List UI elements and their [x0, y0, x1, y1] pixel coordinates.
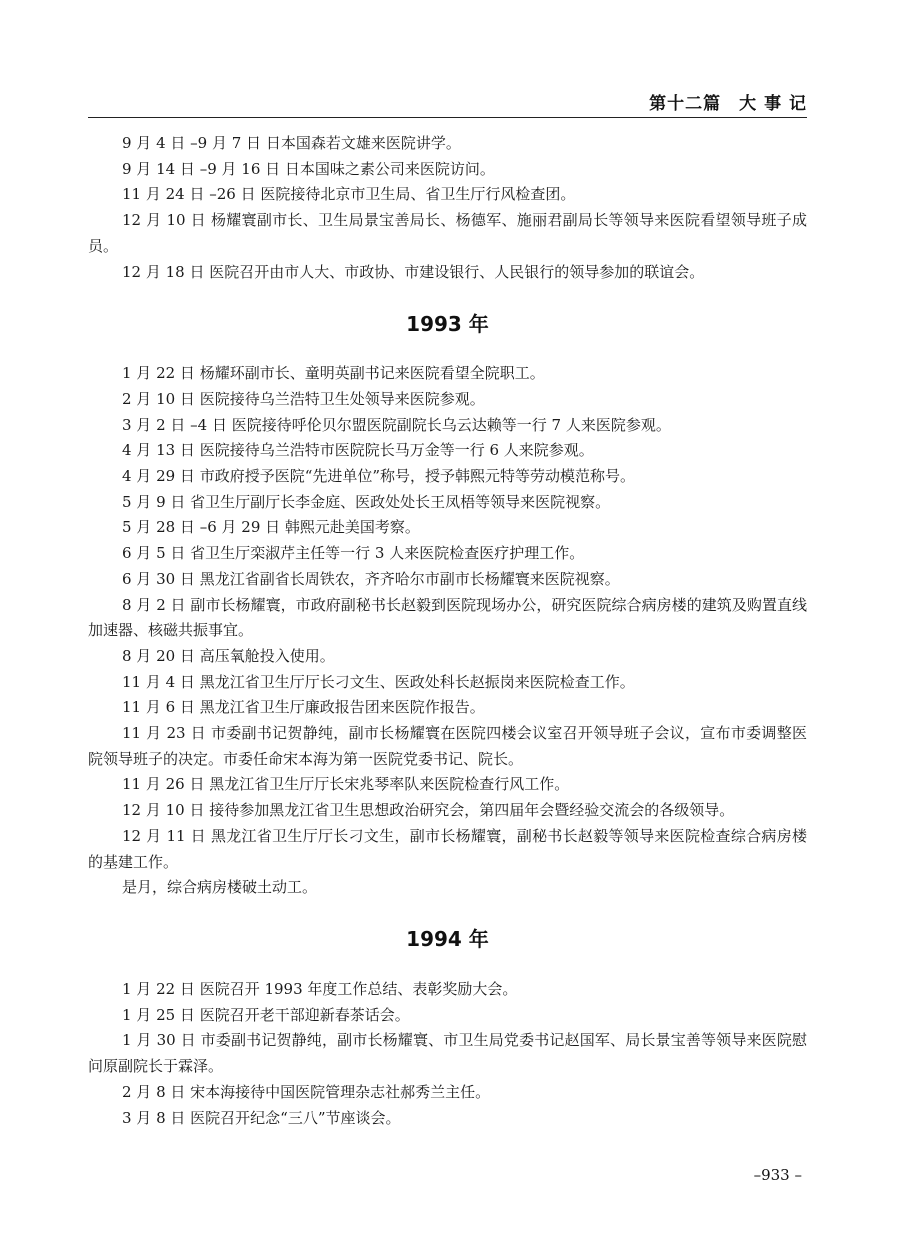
header-rule: [88, 117, 807, 118]
chronicle-entry: 1 月 22 日 医院召开 1993 年度工作总结、表彰奖励大会。: [122, 979, 518, 998]
chronicle-entry: 11 月 26 日 黑龙江省卫生厅厅长宋兆琴率队来医院检查行风工作。: [122, 775, 570, 794]
chronicle-entry: 2 月 8 日 宋本海接待中国医院管理杂志社郝秀兰主任。: [122, 1082, 491, 1101]
year-heading-1993: 1993 年: [406, 312, 489, 337]
chronicle-entry: 12 月 10 日 杨耀寰副市长、卫生局景宝善局长、杨德军、施丽君副局长等领导来医院看望领导班子成员。: [88, 211, 807, 255]
chronicle-entry: 8 月 2 日 副市长杨耀寰，市政府副秘书长赵毅到医院现场办公，研究医院综合病房楼的建筑及购置直线加速器、核磁共振事宜。: [88, 595, 807, 640]
chronicle-entry: 6 月 30 日 黑龙江省副省长周铁农，齐齐哈尔市副市长杨耀寰来医院视察。: [122, 569, 620, 588]
page-number: –933 –: [753, 1166, 802, 1184]
chronicle-entry: 11 月 23 日 市委副书记贺静纯，副市长杨耀寰在医院四楼会议室召开领导班子会议，宣布市委调整医院领导班子的决定。市委任命宋本海为第一医院党委书记、院长。: [88, 724, 807, 768]
chronicle-entry: 3 月 2 日 –4 日 医院接待呼伦贝尔盟医院副院长乌云达赖等一行 7 人来医院参观。: [122, 415, 671, 434]
chronicle-entry: 1 月 22 日 杨耀环副市长、童明英副书记来医院看望全院职工。: [122, 364, 545, 383]
chronicle-entry: 11 月 4 日 黑龙江省卫生厅厅长刁文生、医政处科长赵振岗来医院检查工作。: [122, 672, 635, 691]
section-1993: [88, 309, 807, 901]
chronicle-entry: 2 月 10 日 医院接待乌兰浩特卫生处领导来医院参观。: [122, 389, 485, 408]
chronicle-entry: 12 月 10 日 接待参加黑龙江省卫生思想政治研究会，第四届年会暨经验交流会的各级领导。: [122, 801, 735, 820]
chronicle-entry: 5 月 28 日 –6 月 29 日 韩熙元赴美国考察。: [122, 518, 420, 537]
chronicle-entry: 1 月 30 日 市委副书记贺静纯，副市长杨耀寰、市卫生局党委书记赵国军、局长景宝善等领导来医院慰问原副院长于霖泽。: [88, 1031, 807, 1076]
chronicle-entry: 9 月 14 日 –9 月 16 日 日本国味之素公司来医院访问。: [122, 159, 495, 178]
chronicle-entry: 9 月 4 日 –9 月 7 日 日本国森若文雄来医院讲学。: [122, 134, 461, 152]
chronicle-entry: 6 月 5 日 省卫生厅栾淑芹主任等一行 3 人来医院检查医疗护理工作。: [122, 544, 585, 563]
chronicle-entry: 12 月 18 日 医院召开由市人大、市政协、市建设银行、人民银行的领导参加的联谊会。: [122, 262, 705, 281]
chronicle-content: [88, 131, 807, 1131]
chronicle-entry: 4 月 29 日 市政府授予医院“先进单位”称号，授予韩熙元特等劳动模范称号。: [122, 467, 636, 486]
section-1992-continued: [88, 131, 807, 285]
chronicle-entry: 是月，综合病房楼破土动工。: [122, 878, 318, 897]
chronicle-entry: 12 月 11 日 黑龙江省卫生厅厅长刁文生，副市长杨耀寰，副秘书长赵毅等领导来医院检查综合病房楼的基建工作。: [88, 826, 807, 871]
chronicle-entry: 4 月 13 日 医院接待乌兰浩特市医院院长马万金等一行 6 人来院参观。: [122, 441, 594, 460]
year-heading-1994: 1994 年: [406, 926, 489, 951]
chronicle-entry: 1 月 25 日 医院召开老干部迎新春茶话会。: [122, 1005, 410, 1024]
running-header-title: 第十二篇 大 事 记: [649, 94, 807, 114]
chronicle-entry: 11 月 24 日 –26 日 医院接待北京市卫生局、省卫生厅行风检查团。: [122, 185, 576, 204]
chronicle-entry: 5 月 9 日 省卫生厅副厅长李金庭、医政处处长王凤梧等领导来医院视察。: [122, 492, 611, 511]
chronicle-entry: 8 月 20 日 高压氧舱投入使用。: [122, 646, 335, 665]
chronicle-entry: 3 月 8 日 医院召开纪念“三八”节座谈会。: [122, 1108, 401, 1127]
section-1994: [88, 924, 807, 1131]
chronicle-entry: 11 月 6 日 黑龙江省卫生厅廉政报告团来医院作报告。: [122, 698, 485, 717]
